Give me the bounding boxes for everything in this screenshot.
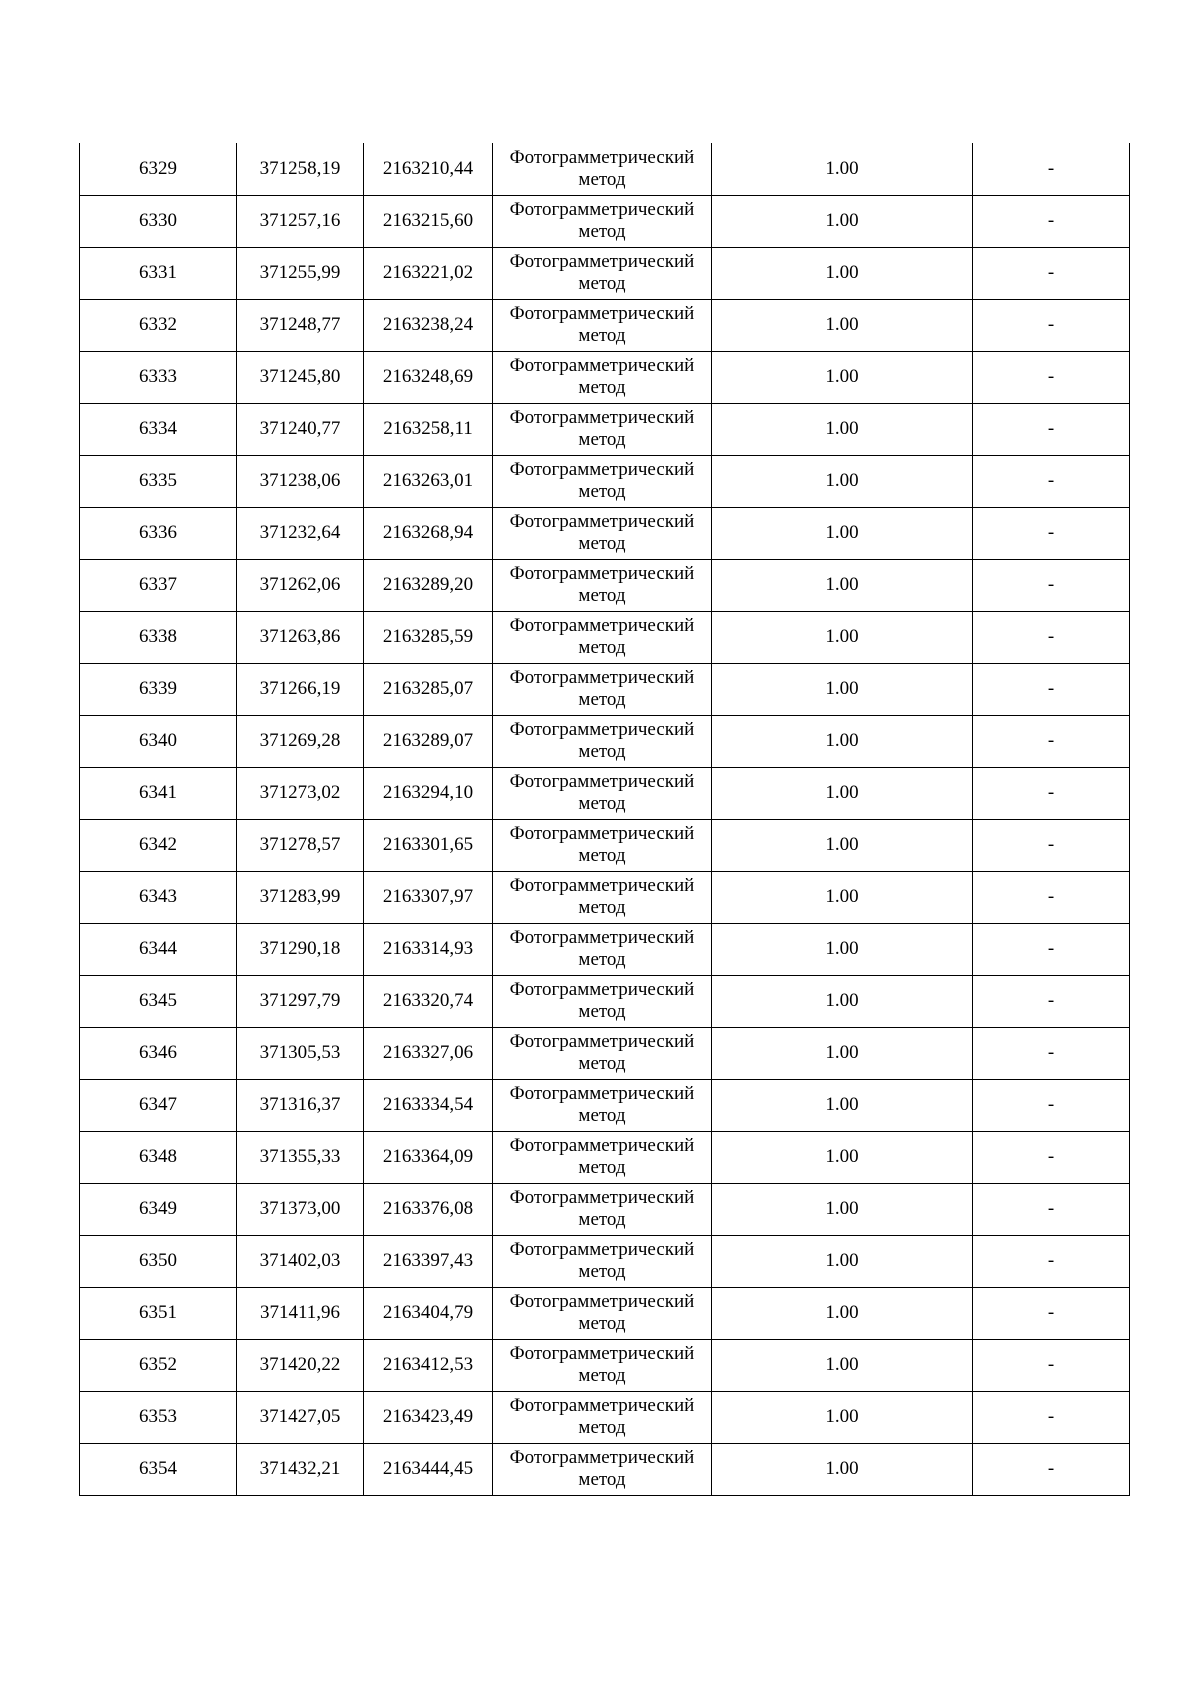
accuracy-cell: 1.00 bbox=[712, 247, 973, 299]
x-coordinate-cell: 371238,06 bbox=[237, 455, 364, 507]
y-coordinate-cell: 2163215,60 bbox=[364, 195, 493, 247]
table-row bbox=[80, 1235, 1130, 1287]
point-number-cell: 6336 bbox=[80, 507, 237, 559]
y-coordinate-cell: 2163289,07 bbox=[364, 715, 493, 767]
y-coordinate-cell: 2163285,07 bbox=[364, 663, 493, 715]
accuracy-cell: 1.00 bbox=[712, 923, 973, 975]
table-row bbox=[80, 1027, 1130, 1079]
table-row bbox=[80, 1391, 1130, 1443]
table-row bbox=[80, 1339, 1130, 1391]
y-coordinate-cell: 2163307,97 bbox=[364, 871, 493, 923]
table-row bbox=[80, 767, 1130, 819]
accuracy-cell: 1.00 bbox=[712, 351, 973, 403]
note-cell: - bbox=[973, 1443, 1130, 1495]
note-cell: - bbox=[973, 1235, 1130, 1287]
method-text: Фотограмметрический метод bbox=[509, 1135, 695, 1178]
x-coordinate-cell: 371245,80 bbox=[237, 351, 364, 403]
y-coordinate-cell: 2163263,01 bbox=[364, 455, 493, 507]
method-text: Фотограмметрический метод bbox=[509, 1447, 695, 1490]
note-cell: - bbox=[973, 559, 1130, 611]
x-coordinate-cell: 371258,19 bbox=[237, 143, 364, 195]
coordinates-table bbox=[79, 143, 1130, 1496]
note-cell: - bbox=[973, 975, 1130, 1027]
method-text: Фотограмметрический метод bbox=[509, 875, 695, 918]
note-cell: - bbox=[973, 1391, 1130, 1443]
point-number-cell: 6338 bbox=[80, 611, 237, 663]
accuracy-cell: 1.00 bbox=[712, 663, 973, 715]
method-cell bbox=[493, 1027, 712, 1079]
accuracy-cell: 1.00 bbox=[712, 1183, 973, 1235]
accuracy-cell: 1.00 bbox=[712, 143, 973, 195]
x-coordinate-cell: 371420,22 bbox=[237, 1339, 364, 1391]
x-coordinate-cell: 371283,99 bbox=[237, 871, 364, 923]
y-coordinate-cell: 2163258,11 bbox=[364, 403, 493, 455]
table-row bbox=[80, 559, 1130, 611]
x-coordinate-cell: 371240,77 bbox=[237, 403, 364, 455]
point-number-cell: 6332 bbox=[80, 299, 237, 351]
method-cell bbox=[493, 299, 712, 351]
accuracy-cell: 1.00 bbox=[712, 975, 973, 1027]
x-coordinate-cell: 371355,33 bbox=[237, 1131, 364, 1183]
table-body bbox=[80, 143, 1130, 1495]
x-coordinate-cell: 371248,77 bbox=[237, 299, 364, 351]
point-number-cell: 6354 bbox=[80, 1443, 237, 1495]
note-cell: - bbox=[973, 715, 1130, 767]
point-number-cell: 6340 bbox=[80, 715, 237, 767]
method-cell bbox=[493, 819, 712, 871]
note-cell: - bbox=[973, 663, 1130, 715]
table-row bbox=[80, 923, 1130, 975]
accuracy-cell: 1.00 bbox=[712, 299, 973, 351]
method-cell bbox=[493, 715, 712, 767]
x-coordinate-cell: 371266,19 bbox=[237, 663, 364, 715]
method-cell bbox=[493, 1183, 712, 1235]
x-coordinate-cell: 371297,79 bbox=[237, 975, 364, 1027]
method-text: Фотограмметрический метод bbox=[509, 1031, 695, 1074]
accuracy-cell: 1.00 bbox=[712, 1443, 973, 1495]
note-cell: - bbox=[973, 819, 1130, 871]
table-row bbox=[80, 1131, 1130, 1183]
point-number-cell: 6353 bbox=[80, 1391, 237, 1443]
table-row bbox=[80, 1443, 1130, 1495]
method-text: Фотограмметрический метод bbox=[509, 1395, 695, 1438]
method-cell bbox=[493, 351, 712, 403]
point-number-cell: 6341 bbox=[80, 767, 237, 819]
note-cell: - bbox=[973, 455, 1130, 507]
x-coordinate-cell: 371402,03 bbox=[237, 1235, 364, 1287]
method-text: Фотограмметрический метод bbox=[509, 251, 695, 294]
x-coordinate-cell: 371273,02 bbox=[237, 767, 364, 819]
y-coordinate-cell: 2163364,09 bbox=[364, 1131, 493, 1183]
accuracy-cell: 1.00 bbox=[712, 195, 973, 247]
y-coordinate-cell: 2163289,20 bbox=[364, 559, 493, 611]
accuracy-cell: 1.00 bbox=[712, 455, 973, 507]
point-number-cell: 6337 bbox=[80, 559, 237, 611]
accuracy-cell: 1.00 bbox=[712, 819, 973, 871]
method-cell bbox=[493, 611, 712, 663]
x-coordinate-cell: 371290,18 bbox=[237, 923, 364, 975]
method-cell bbox=[493, 923, 712, 975]
table-row bbox=[80, 611, 1130, 663]
note-cell: - bbox=[973, 923, 1130, 975]
method-text: Фотограмметрический метод bbox=[509, 1083, 695, 1126]
accuracy-cell: 1.00 bbox=[712, 1131, 973, 1183]
note-cell: - bbox=[973, 1183, 1130, 1235]
method-cell bbox=[493, 403, 712, 455]
point-number-cell: 6345 bbox=[80, 975, 237, 1027]
note-cell: - bbox=[973, 611, 1130, 663]
y-coordinate-cell: 2163221,02 bbox=[364, 247, 493, 299]
y-coordinate-cell: 2163238,24 bbox=[364, 299, 493, 351]
note-cell: - bbox=[973, 507, 1130, 559]
x-coordinate-cell: 371373,00 bbox=[237, 1183, 364, 1235]
method-cell bbox=[493, 871, 712, 923]
accuracy-cell: 1.00 bbox=[712, 611, 973, 663]
note-cell: - bbox=[973, 143, 1130, 195]
point-number-cell: 6349 bbox=[80, 1183, 237, 1235]
x-coordinate-cell: 371432,21 bbox=[237, 1443, 364, 1495]
point-number-cell: 6346 bbox=[80, 1027, 237, 1079]
point-number-cell: 6344 bbox=[80, 923, 237, 975]
accuracy-cell: 1.00 bbox=[712, 1339, 973, 1391]
accuracy-cell: 1.00 bbox=[712, 767, 973, 819]
method-text: Фотограмметрический метод bbox=[509, 1291, 695, 1334]
accuracy-cell: 1.00 bbox=[712, 1027, 973, 1079]
point-number-cell: 6329 bbox=[80, 143, 237, 195]
y-coordinate-cell: 2163285,59 bbox=[364, 611, 493, 663]
note-cell: - bbox=[973, 871, 1130, 923]
method-text: Фотограмметрический метод bbox=[509, 927, 695, 970]
method-text: Фотограмметрический метод bbox=[509, 563, 695, 606]
x-coordinate-cell: 371257,16 bbox=[237, 195, 364, 247]
method-text: Фотограмметрический метод bbox=[509, 1343, 695, 1386]
method-cell bbox=[493, 1235, 712, 1287]
method-text: Фотограмметрический метод bbox=[509, 667, 695, 710]
method-text: Фотограмметрический метод bbox=[509, 615, 695, 658]
y-coordinate-cell: 2163248,69 bbox=[364, 351, 493, 403]
y-coordinate-cell: 2163444,45 bbox=[364, 1443, 493, 1495]
point-number-cell: 6352 bbox=[80, 1339, 237, 1391]
method-text: Фотограмметрический метод bbox=[509, 303, 695, 346]
method-text: Фотограмметрический метод bbox=[509, 511, 695, 554]
accuracy-cell: 1.00 bbox=[712, 1235, 973, 1287]
table-row bbox=[80, 403, 1130, 455]
note-cell: - bbox=[973, 247, 1130, 299]
method-cell bbox=[493, 975, 712, 1027]
method-text: Фотограмметрический метод bbox=[509, 459, 695, 502]
accuracy-cell: 1.00 bbox=[712, 507, 973, 559]
x-coordinate-cell: 371269,28 bbox=[237, 715, 364, 767]
method-cell bbox=[493, 1443, 712, 1495]
point-number-cell: 6335 bbox=[80, 455, 237, 507]
method-text: Фотограмметрический метод bbox=[509, 355, 695, 398]
note-cell: - bbox=[973, 1287, 1130, 1339]
method-cell bbox=[493, 195, 712, 247]
point-number-cell: 6331 bbox=[80, 247, 237, 299]
y-coordinate-cell: 2163423,49 bbox=[364, 1391, 493, 1443]
y-coordinate-cell: 2163210,44 bbox=[364, 143, 493, 195]
method-text: Фотограмметрический метод bbox=[509, 146, 695, 190]
table-row bbox=[80, 663, 1130, 715]
point-number-cell: 6351 bbox=[80, 1287, 237, 1339]
note-cell: - bbox=[973, 351, 1130, 403]
method-text: Фотограмметрический метод bbox=[509, 199, 695, 242]
accuracy-cell: 1.00 bbox=[712, 1287, 973, 1339]
point-number-cell: 6334 bbox=[80, 403, 237, 455]
x-coordinate-cell: 371316,37 bbox=[237, 1079, 364, 1131]
method-cell bbox=[493, 1391, 712, 1443]
table-row bbox=[80, 507, 1130, 559]
x-coordinate-cell: 371411,96 bbox=[237, 1287, 364, 1339]
y-coordinate-cell: 2163314,93 bbox=[364, 923, 493, 975]
table-row bbox=[80, 299, 1130, 351]
accuracy-cell: 1.00 bbox=[712, 715, 973, 767]
method-text: Фотограмметрический метод bbox=[509, 719, 695, 762]
y-coordinate-cell: 2163301,65 bbox=[364, 819, 493, 871]
y-coordinate-cell: 2163397,43 bbox=[364, 1235, 493, 1287]
table-row bbox=[80, 975, 1130, 1027]
accuracy-cell: 1.00 bbox=[712, 559, 973, 611]
method-cell bbox=[493, 143, 712, 195]
method-cell bbox=[493, 663, 712, 715]
note-cell: - bbox=[973, 1027, 1130, 1079]
table-row bbox=[80, 455, 1130, 507]
table-row bbox=[80, 715, 1130, 767]
note-cell: - bbox=[973, 1079, 1130, 1131]
y-coordinate-cell: 2163412,53 bbox=[364, 1339, 493, 1391]
y-coordinate-cell: 2163294,10 bbox=[364, 767, 493, 819]
y-coordinate-cell: 2163320,74 bbox=[364, 975, 493, 1027]
point-number-cell: 6342 bbox=[80, 819, 237, 871]
method-cell bbox=[493, 1131, 712, 1183]
method-cell bbox=[493, 247, 712, 299]
point-number-cell: 6333 bbox=[80, 351, 237, 403]
table-row bbox=[80, 351, 1130, 403]
table-row bbox=[80, 247, 1130, 299]
note-cell: - bbox=[973, 1339, 1130, 1391]
y-coordinate-cell: 2163404,79 bbox=[364, 1287, 493, 1339]
method-text: Фотограмметрический метод bbox=[509, 1239, 695, 1282]
x-coordinate-cell: 371255,99 bbox=[237, 247, 364, 299]
x-coordinate-cell: 371262,06 bbox=[237, 559, 364, 611]
x-coordinate-cell: 371305,53 bbox=[237, 1027, 364, 1079]
table-row bbox=[80, 871, 1130, 923]
note-cell: - bbox=[973, 1131, 1130, 1183]
table-row bbox=[80, 1183, 1130, 1235]
point-number-cell: 6348 bbox=[80, 1131, 237, 1183]
method-text: Фотограмметрический метод bbox=[509, 771, 695, 814]
table-row bbox=[80, 195, 1130, 247]
y-coordinate-cell: 2163327,06 bbox=[364, 1027, 493, 1079]
method-text: Фотограмметрический метод bbox=[509, 823, 695, 866]
note-cell: - bbox=[973, 195, 1130, 247]
method-cell bbox=[493, 559, 712, 611]
method-cell bbox=[493, 1079, 712, 1131]
accuracy-cell: 1.00 bbox=[712, 1391, 973, 1443]
point-number-cell: 6347 bbox=[80, 1079, 237, 1131]
table-row bbox=[80, 143, 1130, 195]
accuracy-cell: 1.00 bbox=[712, 1079, 973, 1131]
x-coordinate-cell: 371278,57 bbox=[237, 819, 364, 871]
method-text: Фотограмметрический метод bbox=[509, 407, 695, 450]
x-coordinate-cell: 371263,86 bbox=[237, 611, 364, 663]
table-row bbox=[80, 819, 1130, 871]
note-cell: - bbox=[973, 299, 1130, 351]
accuracy-cell: 1.00 bbox=[712, 403, 973, 455]
method-text: Фотограмметрический метод bbox=[509, 1187, 695, 1230]
method-cell bbox=[493, 767, 712, 819]
method-cell bbox=[493, 455, 712, 507]
y-coordinate-cell: 2163268,94 bbox=[364, 507, 493, 559]
x-coordinate-cell: 371427,05 bbox=[237, 1391, 364, 1443]
method-text: Фотограмметрический метод bbox=[509, 979, 695, 1022]
point-number-cell: 6330 bbox=[80, 195, 237, 247]
accuracy-cell: 1.00 bbox=[712, 871, 973, 923]
table-row bbox=[80, 1079, 1130, 1131]
table-row bbox=[80, 1287, 1130, 1339]
method-cell bbox=[493, 1339, 712, 1391]
y-coordinate-cell: 2163334,54 bbox=[364, 1079, 493, 1131]
point-number-cell: 6339 bbox=[80, 663, 237, 715]
x-coordinate-cell: 371232,64 bbox=[237, 507, 364, 559]
note-cell: - bbox=[973, 767, 1130, 819]
point-number-cell: 6343 bbox=[80, 871, 237, 923]
y-coordinate-cell: 2163376,08 bbox=[364, 1183, 493, 1235]
point-number-cell: 6350 bbox=[80, 1235, 237, 1287]
method-cell bbox=[493, 507, 712, 559]
method-cell bbox=[493, 1287, 712, 1339]
note-cell: - bbox=[973, 403, 1130, 455]
